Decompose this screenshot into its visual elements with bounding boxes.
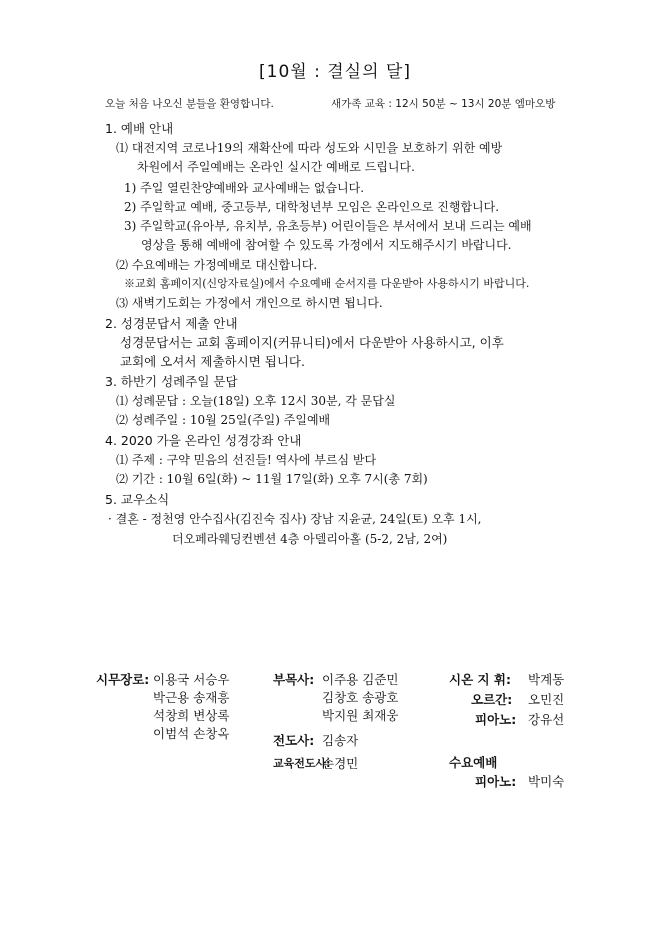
section-line: 성경문답서는 교회 홈페이지(커뮤니티)에서 다운받아 사용하시고, 이후	[120, 335, 504, 350]
section-line: 더오페라웨딩컨벤션 4층 아델리아홀 (5-2, 2남, 2여)	[172, 532, 448, 546]
elders-label: 시무장로:	[96, 672, 150, 687]
wed-piano-label: 피아노:	[475, 774, 517, 789]
assoc-pastor-label: 부목사:	[273, 672, 315, 687]
wed-piano-name: 박미숙	[528, 774, 565, 789]
choir-label: 시온 지 휘:	[449, 672, 512, 687]
section-heading: 2. 성경문답서 제출 안내	[105, 316, 238, 331]
section-heading: 4. 2020 가을 온라인 성경강좌 안내	[105, 433, 302, 448]
new-family-text: 새가족 교육 : 12시 50분 ~ 13시 20분 엠마오방	[331, 98, 556, 110]
section-line: · 결혼 - 정천영 안수집사(김진숙 집사) 장남 지윤균, 24일(토) 오후 1시,	[108, 512, 482, 526]
welcome-text: 오늘 처음 나오신 분들을 환영합니다.	[105, 98, 274, 110]
section-line: ※교회 홈페이지(신앙자료실)에서 수요예배 순서지를 다운받아 사용하시기 바랍니다.	[124, 277, 530, 290]
section-line: ⑴ 대전지역 코로나19의 재확산에 따라 성도와 시민을 보호하기 위한 예방	[116, 141, 503, 155]
elder-names: 이용국 서승우	[153, 672, 230, 687]
section-line: ⑵ 성례주일 : 10월 25일(주일) 주일예배	[116, 413, 331, 427]
elder-names: 이범석 손창옥	[153, 726, 230, 741]
section-heading: 1. 예배 안내	[105, 121, 174, 136]
evangelist-label: 전도사:	[273, 733, 315, 748]
section-line: ⑵ 기간 : 10월 6일(화) ~ 11월 17일(화) 오후 7시(총 7회)	[116, 472, 428, 486]
assoc-pastor-names: 김창호 송광호	[322, 690, 399, 705]
elder-names: 석창희 변상록	[153, 708, 230, 723]
evangelist-name: 김송자	[322, 733, 359, 748]
elder-names: 박근용 송재흥	[153, 690, 230, 705]
edu-evangelist-label: 교육전도사:	[273, 757, 331, 770]
section-line: 교회에 오셔서 제출하시면 됩니다.	[120, 354, 305, 369]
piano-name: 강유선	[528, 712, 565, 727]
assoc-pastor-names: 이주용 김준민	[322, 672, 399, 687]
organ-name: 오민진	[528, 692, 565, 707]
section-line: 영상을 통해 예배에 참여할 수 있도록 가정에서 지도해주시기 바랍니다.	[141, 238, 512, 252]
organ-label: 오르간:	[471, 692, 513, 707]
edu-evangelist-name: 손경민	[322, 756, 359, 771]
piano-label: 피아노:	[475, 712, 517, 727]
section-line: 2) 주일학교 예배, 중고등부, 대학청년부 모임은 온라인으로 진행합니다.	[124, 200, 500, 214]
page-title: [10월 : 결실의 달]	[259, 62, 411, 82]
section-line: ⑵ 수요예배는 가정예배로 대신합니다.	[116, 258, 318, 272]
section-heading: 3. 하반기 성례주일 문답	[105, 374, 238, 389]
wednesday-label: 수요예배	[449, 755, 498, 770]
choir-name: 박계동	[528, 672, 565, 687]
section-heading: 5. 교우소식	[105, 492, 170, 507]
assoc-pastor-names: 박지원 최재웅	[322, 708, 399, 723]
section-line: 1) 주일 열린찬양예배와 교사예배는 없습니다.	[124, 181, 365, 195]
section-line: ⑴ 성례문답 : 오늘(18일) 오후 12시 30분, 각 문답실	[116, 394, 396, 408]
section-line: ⑴ 주제 : 구약 믿음의 선진들! 역사에 부르심 받다	[116, 453, 377, 467]
section-line: 3) 주일학교(유아부, 유치부, 유초등부) 어린이들은 부서에서 보내 드리는 예배	[124, 219, 532, 233]
section-line: 차원에서 주일예배는 온라인 실시간 예배로 드립니다.	[137, 160, 415, 174]
section-line: ⑶ 새벽기도회는 가정에서 개인으로 하시면 됩니다.	[116, 296, 383, 310]
